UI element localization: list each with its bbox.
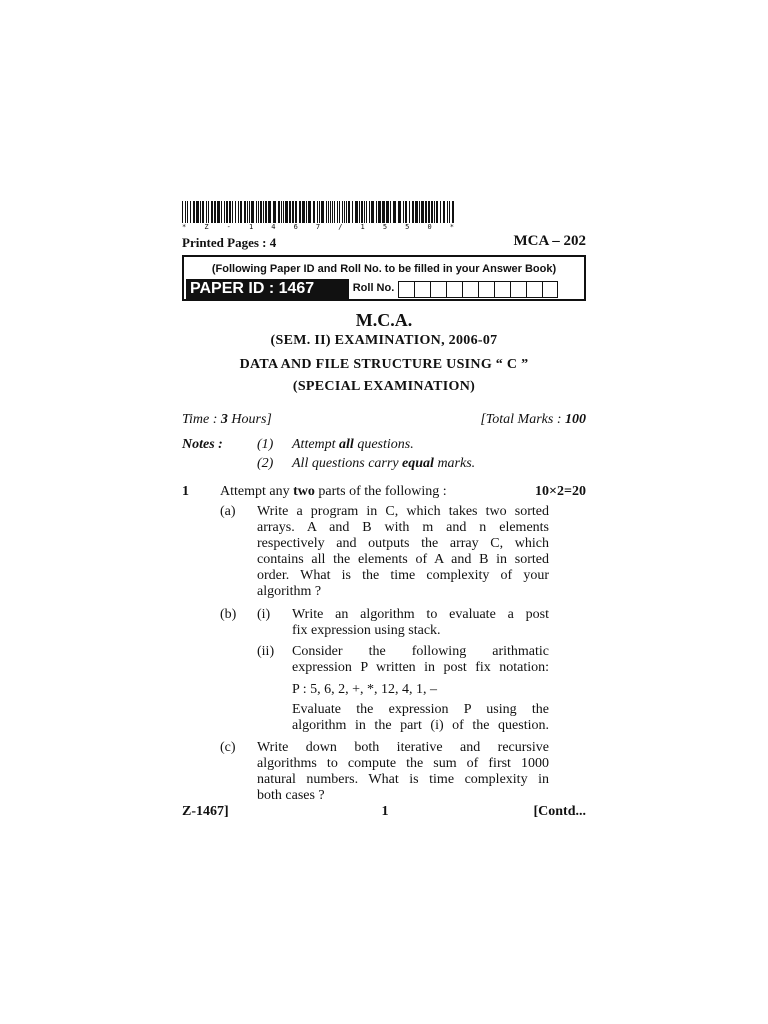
barcode-char: 1 <box>360 223 365 231</box>
barcode-bar <box>366 201 367 223</box>
barcode-bar <box>390 201 391 223</box>
text-line: contains all the elements of A and B in sorted <box>257 552 549 567</box>
barcode-char: 1 <box>248 223 254 231</box>
barcode-bar <box>249 201 250 223</box>
barcode-bar <box>371 201 374 223</box>
text-line: Consider the following arithmatic <box>292 644 549 659</box>
text-line: fix expression using stack. <box>292 623 441 638</box>
barcode-bar <box>187 201 188 223</box>
part-b-ii-eval <box>292 702 549 734</box>
barcode-bar <box>251 201 254 223</box>
barcode-bar <box>346 201 347 223</box>
part-a-text <box>257 504 549 600</box>
roll-cell[interactable] <box>542 281 558 298</box>
barcode-char: / <box>338 223 343 231</box>
barcode-bar <box>319 201 320 223</box>
barcode-bar <box>273 201 276 223</box>
barcode-bar <box>182 201 183 223</box>
barcode-bar <box>302 201 305 223</box>
barcode-bar <box>278 201 280 223</box>
barcode-bar <box>342 201 343 223</box>
barcode-bar <box>229 201 231 223</box>
subpart-label-i: (i) <box>257 607 271 622</box>
barcode-char: 0 <box>427 223 432 231</box>
barcode-bar <box>412 201 414 223</box>
barcode-bar <box>361 201 363 223</box>
barcode-bar <box>256 201 257 223</box>
barcode-bar <box>265 201 267 223</box>
printed-pages: Printed Pages : 4 <box>182 235 277 250</box>
course-code: MCA – 202 <box>513 233 586 249</box>
barcode-bar <box>232 201 233 223</box>
roll-cell[interactable] <box>462 281 478 298</box>
barcode-bar <box>415 201 418 223</box>
time-allowed: Time : 3 Hours] <box>182 412 272 427</box>
exam-type: (SPECIAL EXAMINATION) <box>292 379 476 394</box>
total-marks: [Total Marks : 100 <box>480 412 586 427</box>
barcode-bar <box>321 201 324 223</box>
roll-cell[interactable] <box>478 281 494 298</box>
barcode-bar <box>206 201 207 223</box>
barcode-bar <box>398 201 401 223</box>
barcode-bar <box>386 201 389 223</box>
subpart-label-ii: (ii) <box>257 644 275 659</box>
barcode-bar <box>221 201 222 223</box>
barcode-bar <box>193 201 195 223</box>
text-line: both cases ? <box>257 788 325 803</box>
page-number: 1 <box>381 804 389 819</box>
part-label-c: (c) <box>220 740 236 755</box>
roll-cell[interactable] <box>526 281 542 298</box>
text-line: natural numbers. What is time complexity in <box>257 772 549 787</box>
barcode-bar <box>211 201 213 223</box>
text-line: algorithm in the part (i) of the question. <box>292 718 549 733</box>
barcode-bar <box>419 201 420 223</box>
barcode-bar <box>238 201 239 223</box>
text-line: algorithm ? <box>257 584 322 599</box>
footer-code: Z-1467] <box>182 804 229 819</box>
barcode-bar <box>224 201 225 223</box>
roll-cell[interactable] <box>414 281 430 298</box>
barcode-bar <box>344 201 345 223</box>
barcode-bar <box>436 201 438 223</box>
roll-no-label: Roll No. <box>352 282 395 294</box>
text-line: Evaluate the expression P using the <box>292 702 549 717</box>
roll-cell[interactable] <box>398 281 414 298</box>
barcode-bar <box>260 201 262 223</box>
text-line: arrays. A and B with m and n elements <box>257 520 549 535</box>
barcode-bar <box>421 201 424 223</box>
barcode-bar <box>443 201 445 223</box>
degree-title: M.C.A. <box>355 310 413 330</box>
note-number: (2) <box>257 456 274 471</box>
barcode-bar <box>409 201 410 223</box>
barcode-bar <box>447 201 448 223</box>
roll-cell[interactable] <box>430 281 446 298</box>
postfix-expression: P : 5, 6, 2, +, *, 12, 4, 1, – <box>292 682 438 697</box>
part-b-i-text <box>292 607 549 639</box>
barcode-bar <box>317 201 318 223</box>
barcode-bar <box>217 201 220 223</box>
barcode-bar <box>285 201 288 223</box>
note-text: Attempt all questions. <box>292 437 414 452</box>
id-instruction: (Following Paper ID and Roll No. to be filled in your Answer Book) <box>211 263 557 275</box>
part-b-ii-text <box>292 644 549 676</box>
barcode-bar <box>306 201 307 223</box>
barcode-char: 6 <box>293 223 298 231</box>
note-text: All questions carry equal marks. <box>292 456 476 471</box>
barcode-bar <box>440 201 441 223</box>
barcode-bar <box>308 201 311 223</box>
part-label-b: (b) <box>220 607 237 622</box>
barcode-bar <box>434 201 435 223</box>
barcode-bar <box>332 201 333 223</box>
barcode-bar <box>190 201 191 223</box>
barcode-char: 5 <box>382 223 388 231</box>
barcode-bar <box>281 201 282 223</box>
barcode-bar <box>289 201 291 223</box>
question-number: 1 <box>182 484 189 499</box>
barcode-bar <box>214 201 216 223</box>
barcode-char: 5 <box>405 223 410 231</box>
barcode-bar <box>452 201 454 223</box>
barcode-bar <box>326 201 327 223</box>
note-number: (1) <box>257 437 274 452</box>
question-marks: 10×2=20 <box>535 484 586 499</box>
barcode-bar <box>292 201 294 223</box>
barcode-bar <box>235 201 236 223</box>
exam-title: (SEM. II) EXAMINATION, 2006-07 <box>270 333 498 348</box>
barcode-bar <box>313 201 315 223</box>
part-label-a: (a) <box>220 504 236 519</box>
barcode-bar <box>431 201 433 223</box>
barcode-bar <box>283 201 284 223</box>
barcode-bar <box>376 201 377 223</box>
barcode-bar <box>403 201 404 223</box>
barcode-char: 4 <box>271 223 276 231</box>
barcode-bar <box>393 201 396 223</box>
paper-id: PAPER ID : 1467 <box>186 279 349 299</box>
barcode-bar <box>359 201 360 223</box>
barcode-char: 7 <box>315 223 321 231</box>
barcode-bar <box>352 201 353 223</box>
barcode-bar <box>382 201 385 223</box>
barcode-image <box>182 201 454 223</box>
barcode-bar <box>330 201 331 223</box>
barcode-bar <box>355 201 358 223</box>
barcode-bar <box>185 201 186 223</box>
barcode-bar <box>428 201 430 223</box>
barcode-char: * <box>182 223 187 231</box>
barcode-bar <box>328 201 329 223</box>
barcode-bar <box>425 201 427 223</box>
barcode-bar <box>334 201 335 223</box>
part-c-text <box>257 740 549 804</box>
text-line: order. What is the time complexity of your <box>257 568 549 583</box>
barcode-bar <box>364 201 365 223</box>
roll-no-cells[interactable] <box>398 281 558 299</box>
notes-label: Notes : <box>182 437 223 452</box>
barcode-bar <box>196 201 199 223</box>
barcode-bar <box>247 201 248 223</box>
barcode-bar <box>268 201 271 223</box>
text-line: algorithms to compute the sum of first 1000 <box>257 756 549 771</box>
text-line: Write an algorithm to evaluate a post <box>292 607 549 622</box>
barcode-bar <box>337 201 338 223</box>
barcode-bar <box>258 201 259 223</box>
barcode-bar <box>244 201 246 223</box>
text-line: Write down both iterative and recursive <box>257 740 549 755</box>
paper-id-box <box>182 255 586 301</box>
roll-cell[interactable] <box>510 281 526 298</box>
barcode-bar <box>263 201 264 223</box>
barcode-char: * <box>449 223 454 231</box>
barcode-bar <box>348 201 350 223</box>
barcode-text <box>182 223 454 231</box>
roll-cell[interactable] <box>494 281 510 298</box>
barcode-bar <box>299 201 301 223</box>
barcode-char: - <box>226 223 231 231</box>
barcode-bar <box>240 201 242 223</box>
barcode-bar <box>378 201 381 223</box>
barcode-bar <box>339 201 340 223</box>
barcode-bar <box>405 201 407 223</box>
barcode-bar <box>226 201 228 223</box>
barcode-bar <box>200 201 201 223</box>
continued-label: [Contd... <box>533 804 586 819</box>
barcode-bar <box>449 201 450 223</box>
question-instruction: Attempt any two parts of the following : <box>220 484 447 499</box>
barcode-bar <box>295 201 297 223</box>
text-line: respectively and outputs the array C, which <box>257 536 549 551</box>
barcode-bar <box>202 201 204 223</box>
roll-cell[interactable] <box>446 281 462 298</box>
barcode-char: Z <box>204 223 209 231</box>
text-line: expression P written in post fix notation: <box>292 660 549 675</box>
barcode-bar <box>369 201 370 223</box>
subject-title: DATA AND FILE STRUCTURE USING “ C ” <box>239 357 529 372</box>
text-line: Write a program in C, which takes two sorted <box>257 504 549 519</box>
barcode-bar <box>208 201 209 223</box>
